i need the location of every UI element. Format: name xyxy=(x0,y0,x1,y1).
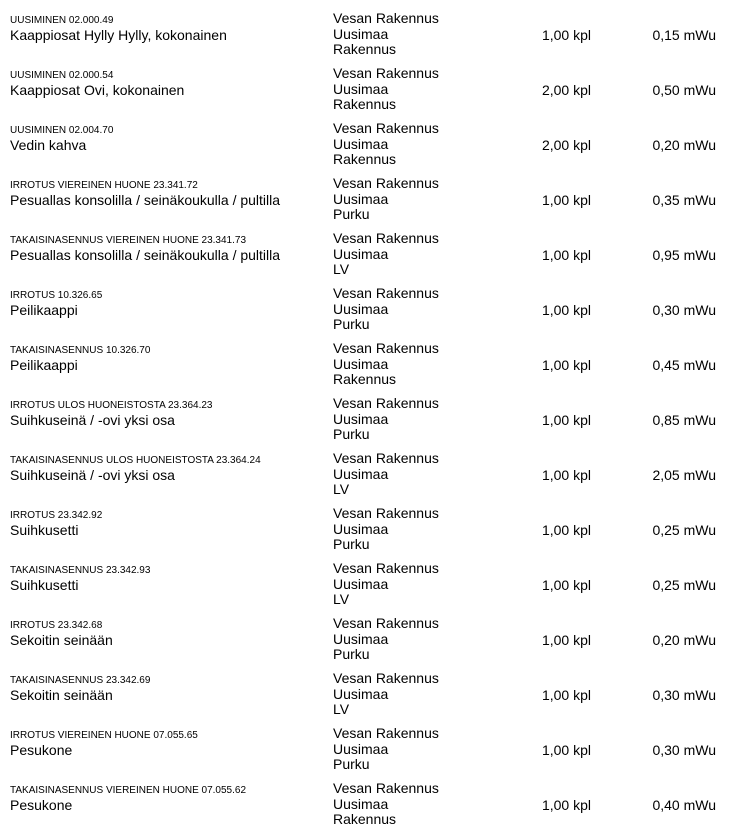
line-item-amount: 0,40 mWu xyxy=(652,797,716,813)
line-item-row xyxy=(0,669,744,724)
line-item-description: Suihkusetti xyxy=(10,522,79,538)
line-item-supplier: Vesan Rakennus xyxy=(333,230,439,246)
line-item-category: LV xyxy=(333,701,350,717)
line-item-region: Uusimaa xyxy=(333,355,389,372)
line-item-row xyxy=(0,779,744,834)
line-item-row xyxy=(0,339,744,394)
line-item-row xyxy=(0,559,744,614)
line-item-region: Uusimaa xyxy=(333,25,389,42)
line-item-amount: 0,50 mWu xyxy=(652,82,716,98)
line-item-quantity: 1,00 kpl xyxy=(541,192,591,208)
line-item-description: Suihkuseinä / -ovi yksi osa xyxy=(10,412,175,428)
line-item-supplier: Vesan Rakennus xyxy=(333,175,439,191)
line-item-supplier: Vesan Rakennus xyxy=(333,560,439,576)
line-item-description: Pesukone xyxy=(10,797,73,813)
line-item-description: Pesuallas konsolilla / seinäkoukulla / pultilla xyxy=(10,192,281,208)
line-item-amount: 0,30 mWu xyxy=(652,687,716,703)
line-item-supplier-block xyxy=(333,451,439,498)
line-item-supplier-block xyxy=(333,231,439,278)
line-item-supplier: Vesan Rakennus xyxy=(333,780,439,796)
line-item-quantity: 1,00 kpl xyxy=(541,302,591,318)
line-item-description: Pesukone xyxy=(10,742,73,758)
line-item-category: Purku xyxy=(333,536,370,552)
line-item-category: Purku xyxy=(333,756,370,772)
line-item-region: Uusimaa xyxy=(333,630,389,647)
line-item-code: TAKAISINASENNUS 23.342.93 xyxy=(10,565,151,576)
line-item-row xyxy=(0,449,744,504)
line-item-row xyxy=(0,394,744,449)
line-item-quantity: 2,00 kpl xyxy=(541,137,591,153)
line-item-category: Purku xyxy=(333,206,370,222)
line-item-region: Uusimaa xyxy=(333,740,389,757)
line-item-supplier-block xyxy=(333,616,439,663)
line-item-quantity: 1,00 kpl xyxy=(541,687,591,703)
line-item-description: Pesuallas konsolilla / seinäkoukulla / pultilla xyxy=(10,247,281,263)
line-item-supplier-block xyxy=(333,341,439,388)
line-item-code: TAKAISINASENNUS 10.326.70 xyxy=(10,345,151,356)
line-item-region: Uusimaa xyxy=(333,520,389,537)
line-item-code: UUSIMINEN 02.000.54 xyxy=(10,70,114,81)
line-item-category: LV xyxy=(333,261,350,277)
line-item-amount: 0,25 mWu xyxy=(652,577,716,593)
line-item-supplier-block xyxy=(333,506,439,553)
line-item-quantity: 1,00 kpl xyxy=(541,467,591,483)
line-item-supplier: Vesan Rakennus xyxy=(333,285,439,301)
line-item-amount: 0,15 mWu xyxy=(652,27,716,43)
line-item-quantity: 1,00 kpl xyxy=(541,742,591,758)
line-item-code: TAKAISINASENNUS VIEREINEN HUONE 07.055.62 xyxy=(10,785,247,796)
line-item-amount: 0,85 mWu xyxy=(652,412,716,428)
line-item-category: LV xyxy=(333,591,350,607)
line-item-quantity: 1,00 kpl xyxy=(541,577,591,593)
line-item-quantity: 1,00 kpl xyxy=(541,247,591,263)
line-item-description: Sekoitin seinään xyxy=(10,632,113,648)
line-item-quantity: 1,00 kpl xyxy=(541,357,591,373)
line-item-quantity: 1,00 kpl xyxy=(541,522,591,538)
line-item-supplier-block xyxy=(333,66,439,113)
line-item-list xyxy=(0,9,744,834)
line-item-region: Uusimaa xyxy=(333,685,389,702)
line-item-supplier: Vesan Rakennus xyxy=(333,615,439,631)
line-item-description: Peilikaappi xyxy=(10,357,78,373)
line-item-supplier-block xyxy=(333,286,439,333)
line-item-region: Uusimaa xyxy=(333,410,389,427)
line-item-row xyxy=(0,9,744,64)
line-item-amount: 0,30 mWu xyxy=(652,302,716,318)
line-item-quantity: 2,00 kpl xyxy=(541,82,591,98)
line-item-amount: 0,25 mWu xyxy=(652,522,716,538)
line-item-row xyxy=(0,614,744,669)
line-item-quantity: 1,00 kpl xyxy=(541,797,591,813)
line-item-description: Peilikaappi xyxy=(10,302,78,318)
line-item-supplier-block xyxy=(333,561,439,608)
line-item-supplier-block xyxy=(333,671,439,718)
line-item-category: Rakennus xyxy=(333,151,397,167)
line-item-category: LV xyxy=(333,481,350,497)
line-item-supplier: Vesan Rakennus xyxy=(333,670,439,686)
line-item-category: Rakennus xyxy=(333,811,397,827)
line-item-region: Uusimaa xyxy=(333,465,389,482)
line-item-supplier: Vesan Rakennus xyxy=(333,395,439,411)
line-item-amount: 0,45 mWu xyxy=(652,357,716,373)
line-item-region: Uusimaa xyxy=(333,80,389,97)
line-item-description: Suihkuseinä / -ovi yksi osa xyxy=(10,467,175,483)
line-item-amount: 0,20 mWu xyxy=(652,137,716,153)
line-item-supplier-block xyxy=(333,781,439,828)
line-item-category: Rakennus xyxy=(333,41,397,57)
line-item-category: Purku xyxy=(333,316,370,332)
line-item-row xyxy=(0,284,744,339)
line-item-code: IRROTUS 23.342.92 xyxy=(10,510,103,521)
line-item-description: Kaappiosat Hylly Hylly, kokonainen xyxy=(10,27,227,43)
line-item-supplier-block xyxy=(333,176,439,223)
line-item-description: Suihkusetti xyxy=(10,577,79,593)
line-item-row xyxy=(0,119,744,174)
line-item-quantity: 1,00 kpl xyxy=(541,412,591,428)
line-item-code: IRROTUS VIEREINEN HUONE 23.341.72 xyxy=(10,180,198,191)
line-item-row xyxy=(0,724,744,779)
line-item-region: Uusimaa xyxy=(333,135,389,152)
line-item-region: Uusimaa xyxy=(333,575,389,592)
line-item-code: UUSIMINEN 02.000.49 xyxy=(10,15,114,26)
line-item-amount: 0,35 mWu xyxy=(652,192,716,208)
line-item-amount: 0,30 mWu xyxy=(652,742,716,758)
line-item-code: IRROTUS 10.326.65 xyxy=(10,290,103,301)
line-item-amount: 0,20 mWu xyxy=(652,632,716,648)
line-item-code: IRROTUS ULOS HUONEISTOSTA 23.364.23 xyxy=(10,400,213,411)
line-item-region: Uusimaa xyxy=(333,795,389,812)
line-item-code: TAKAISINASENNUS ULOS HUONEISTOSTA 23.364.24 xyxy=(10,455,261,466)
line-item-description: Vedin kahva xyxy=(10,137,87,153)
line-item-supplier-block xyxy=(333,726,439,773)
line-item-region: Uusimaa xyxy=(333,245,389,262)
line-item-code: UUSIMINEN 02.004.70 xyxy=(10,125,114,136)
line-item-amount: 0,95 mWu xyxy=(652,247,716,263)
line-item-supplier: Vesan Rakennus xyxy=(333,120,439,136)
line-item-quantity: 1,00 kpl xyxy=(541,632,591,648)
line-item-region: Uusimaa xyxy=(333,190,389,207)
line-item-supplier-block xyxy=(333,121,439,168)
line-item-supplier: Vesan Rakennus xyxy=(333,65,439,81)
line-item-description: Sekoitin seinään xyxy=(10,687,113,703)
line-item-supplier-block xyxy=(333,11,439,58)
line-item-row xyxy=(0,504,744,559)
line-item-code: IRROTUS 23.342.68 xyxy=(10,620,103,631)
line-item-amount: 2,05 mWu xyxy=(652,467,716,483)
line-item-supplier: Vesan Rakennus xyxy=(333,340,439,356)
line-item-category: Purku xyxy=(333,646,370,662)
line-item-supplier: Vesan Rakennus xyxy=(333,725,439,741)
line-item-description: Kaappiosat Ovi, kokonainen xyxy=(10,82,185,98)
line-item-supplier: Vesan Rakennus xyxy=(333,450,439,466)
line-item-category: Rakennus xyxy=(333,371,397,387)
line-item-supplier: Vesan Rakennus xyxy=(333,505,439,521)
line-item-supplier-block xyxy=(333,396,439,443)
line-item-category: Purku xyxy=(333,426,370,442)
line-item-supplier: Vesan Rakennus xyxy=(333,10,439,26)
line-item-row xyxy=(0,229,744,284)
line-item-row xyxy=(0,64,744,119)
line-item-region: Uusimaa xyxy=(333,300,389,317)
line-item-code: TAKAISINASENNUS VIEREINEN HUONE 23.341.73 xyxy=(10,235,247,246)
line-item-category: Rakennus xyxy=(333,96,397,112)
line-item-code: IRROTUS VIEREINEN HUONE 07.055.65 xyxy=(10,730,198,741)
line-item-quantity: 1,00 kpl xyxy=(541,27,591,43)
line-item-row xyxy=(0,174,744,229)
line-item-code: TAKAISINASENNUS 23.342.69 xyxy=(10,675,151,686)
